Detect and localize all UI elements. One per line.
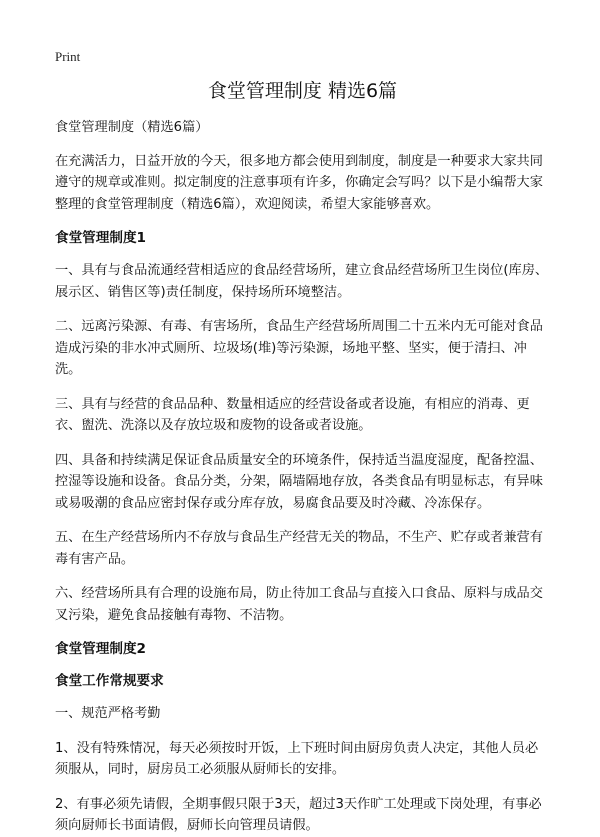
- section-2-item-2: 2、有事必须先请假，全期事假只限于3天，超过3天作旷工处理或下岗处理，有事必须向厨师长书面请假，厨师长向管理员请假。: [55, 796, 542, 833]
- section-2-part-1: 一、规范严格考勤: [55, 706, 161, 721]
- document-subtitle: 食堂管理制度（精选6篇）: [55, 120, 209, 135]
- intro-paragraph: 在充满活力，日益开放的今天，很多地方都会使用到制度，制度是一种要求大家共同遵守的规章或准则。拟定制度的注意事项有许多，你确定会写吗？以下是小编帮大家整理的食堂管理制度（精选6篇），欢迎阅读，希望大家能够喜欢。: [55, 153, 543, 212]
- document-title: 食堂管理制度 精选6篇: [207, 80, 398, 102]
- section-1-item-4: 四、具备和持续满足保证食品质量安全的环境条件，保持适当温度湿度，配备控温、控湿等设施和设备。食品分类，分架，隔墙隔地存放，各类食品有明显标志，有异味或易吸潮的食品应密封保存或分库存放，易腐食品要及时冷藏、冷冻保存。: [55, 452, 543, 511]
- section-1-item-6: 六、经营场所具有合理的设施布局，防止待加工食品与直接入口食品、原料与成品交叉污染，避免食品接触有毒物、不洁物。: [55, 586, 543, 623]
- section-1-item-2: 二、远离污染源、有毒、有害场所，食品生产经营场所周围二十五米内无可能对食品造成污染的非水冲式厕所、垃圾场(堆)等污染源，场地平整、坚实，便于清扫、冲洗。: [55, 319, 543, 377]
- section-1-heading: 食堂管理制度1: [55, 230, 147, 246]
- section-1-item-3: 三、具有与经营的食品品种、数量相适应的经营设备或者设施，有相应的消毒、更衣、盥洗、洗涤以及存放垃圾和废物的设备或者设施。: [55, 396, 530, 433]
- section-1-item-1: 一、具有与食品流通经营相适应的食品经营场所，建立食品经营场所卫生岗位(库房、展示区、销售区等)责任制度，保持场所环境整洁。: [55, 263, 549, 300]
- section-1-item-5: 五、在生产经营场所内不存放与食品生产经营无关的物品，不生产、贮存或者兼营有毒有害产品。: [55, 530, 543, 567]
- section-2-item-1: 1、没有特殊情况，每天必须按时开饭，上下班时间由厨房负责人决定，其他人员必须服从，同时，厨房员工必须服从厨师长的安排。: [55, 740, 539, 777]
- section-2-heading: 食堂管理制度2: [55, 641, 147, 657]
- print-link[interactable]: Print: [55, 49, 81, 64]
- section-2-subheading: 食堂工作常规要求: [55, 673, 164, 689]
